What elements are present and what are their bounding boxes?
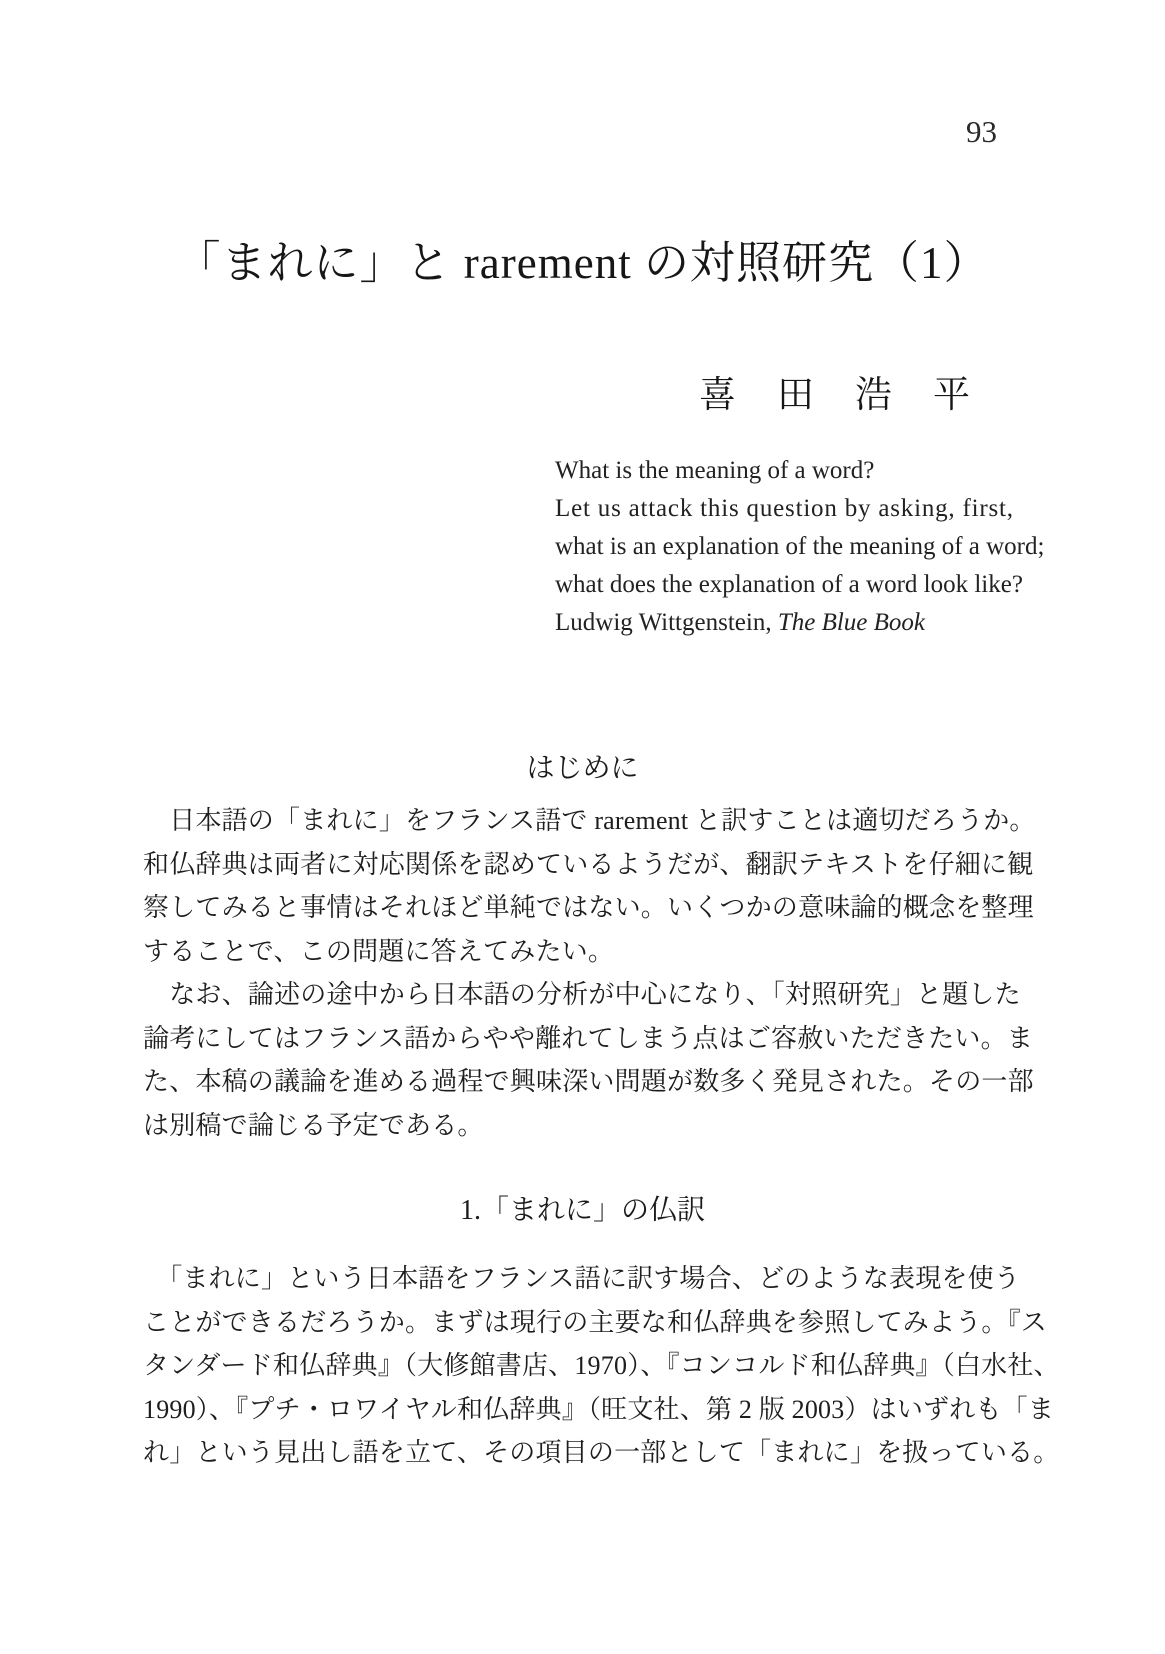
section-1-body [143, 1257, 1060, 1475]
epigraph-attribution-author: Ludwig Wittgenstein, [555, 609, 778, 636]
body-line: ことができるだろうか。まずは現行の主要な和仏辞典を参照してみよう。『ス [143, 1307, 1048, 1337]
section-heading-introduction: はじめに [526, 753, 639, 784]
epigraph-line: what is an explanation of the meaning of a word; [555, 533, 1045, 560]
body-line: れ」という見出し語を立て、その項目の一部として「まれに」を扱っている。 [143, 1438, 1060, 1467]
body-line: 日本語の「まれに」をフランス語で rarement と訳すことは適切だろうか。 [143, 806, 1036, 835]
body-line: 論考にしてはフランス語からやや離れてしまう点はご容赦いただきたい。ま [143, 1023, 1034, 1053]
body-line: することで、この問題に答えてみたい。 [143, 936, 615, 966]
section-heading-1: 1.「まれに」の仏訳 [459, 1195, 705, 1226]
epigraph-line: what does the explanation of a word look like? [555, 571, 1023, 598]
body-line: 1990）、『プチ・ロワイヤル和仏辞典』（旺文社、第 2 版 2003）はいずれも「ま [143, 1394, 1055, 1424]
author-name: 喜 田 浩 平 [699, 375, 972, 416]
section-introduction-body [143, 799, 1036, 1147]
body-line: なお、論述の途中から日本語の分析が中心になり、「対照研究」と題した [143, 980, 1021, 1009]
body-line: 和仏辞典は両者に対応関係を認めているようだが、翻訳テキストを仔細に観 [143, 849, 1034, 879]
page-number: 93 [966, 114, 997, 149]
epigraph-attribution-work-title: The Blue Book [777, 609, 926, 636]
body-line: 察してみると事情はそれほど単純ではない。いくつかの意味論的概念を整理 [143, 893, 1034, 922]
epigraph [555, 452, 1045, 642]
body-line: は別稿で論じる予定である。 [143, 1110, 484, 1140]
body-line: 「まれに」という日本語をフランス語に訳す場合、どのような表現を使う [143, 1264, 1021, 1293]
body-line: た、本稿の議論を進める過程で興味深い問題が数多く発見された。その一部 [143, 1067, 1034, 1096]
paper-title: 「まれに」と rarement の対照研究（1） [175, 238, 990, 288]
epigraph-attribution [555, 604, 1025, 642]
body-line: タンダード和仏辞典』（大修館書店、1970）、『コンコルド和仏辞典』（白水社、 [143, 1351, 1060, 1380]
epigraph-line: Let us attack this question by asking, first, [555, 495, 1014, 522]
epigraph-line: What is the meaning of a word? [555, 457, 875, 484]
